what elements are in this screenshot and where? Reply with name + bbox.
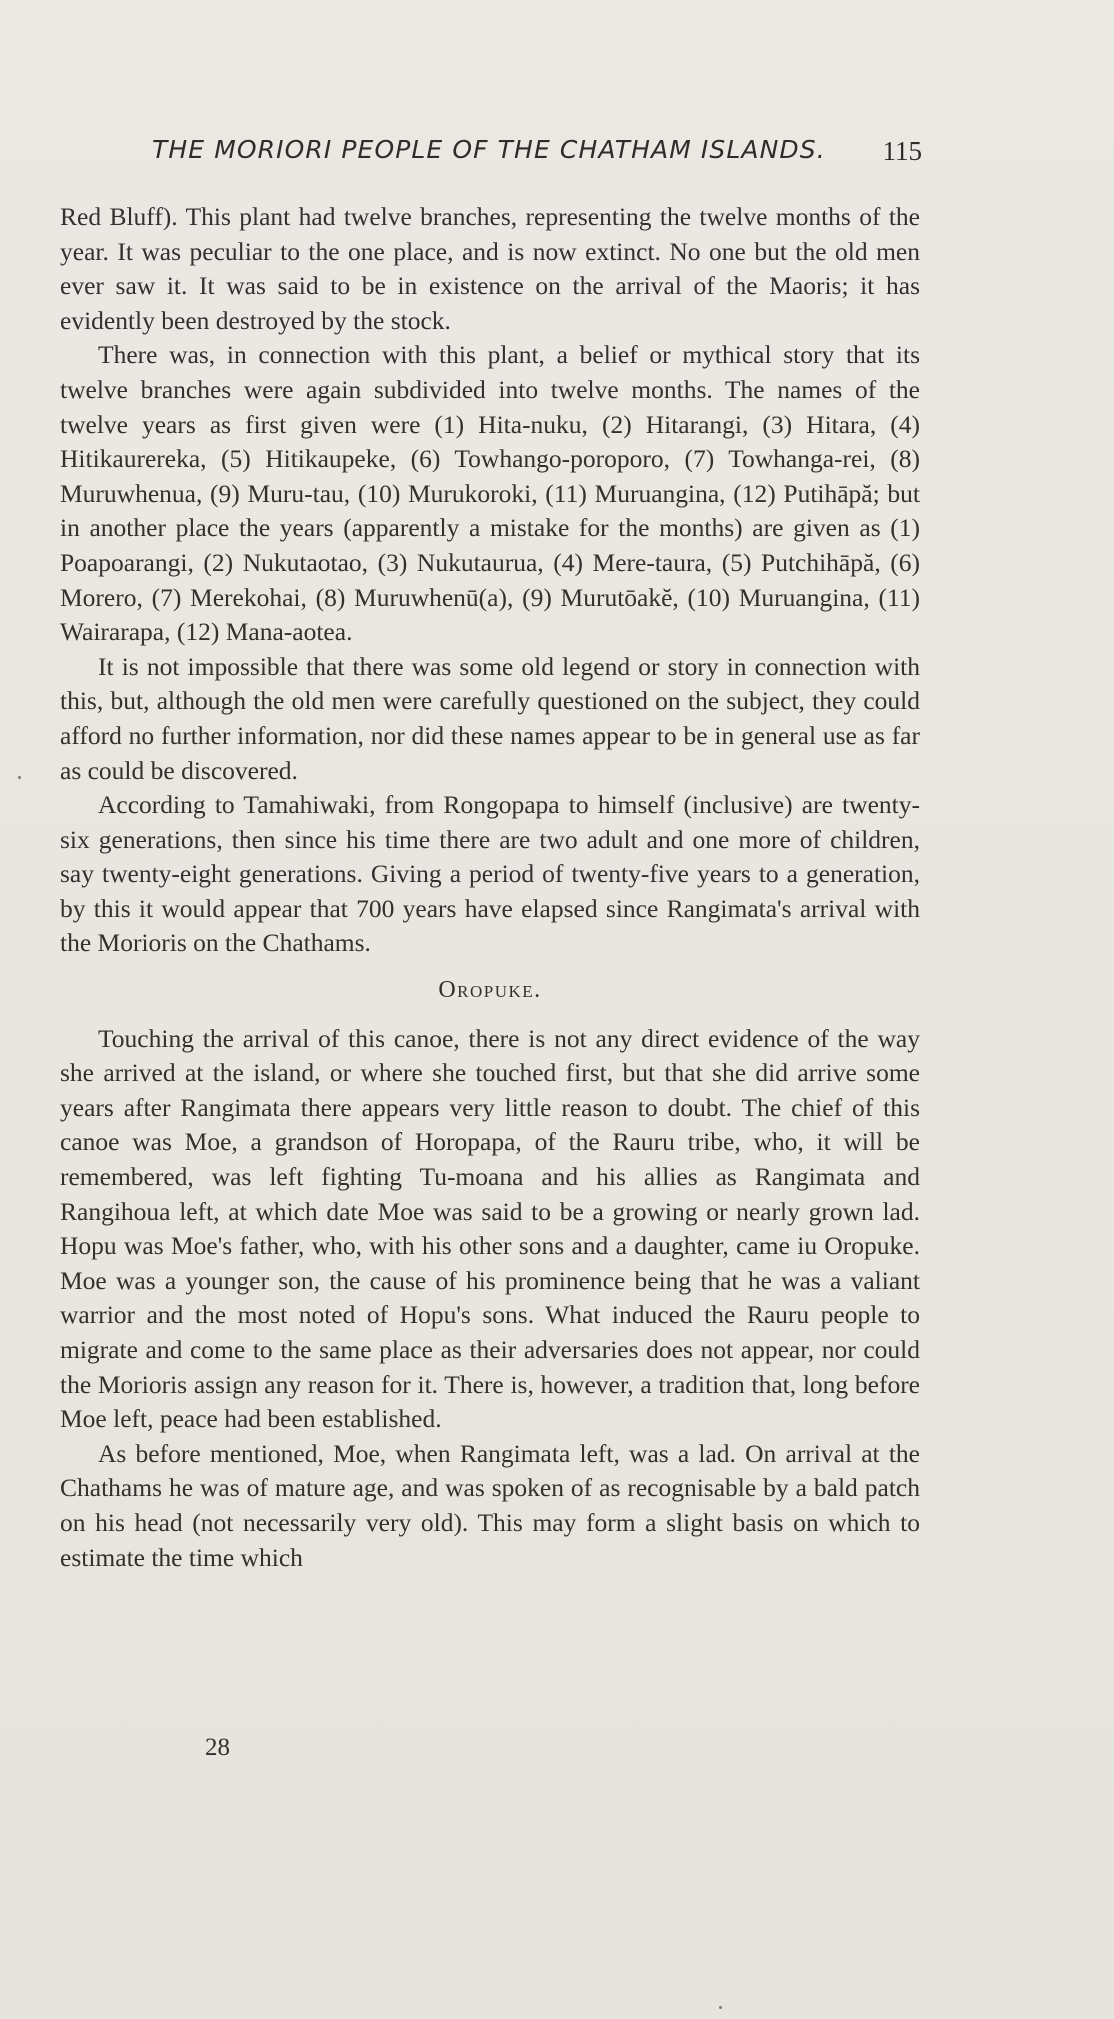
- margin-dot: [18, 776, 21, 779]
- signature-mark: 28: [205, 1734, 230, 1761]
- paragraph: Red Bluff). This plant had twelve branches, representing the twelve months of the year. It was peculiar to the one place, and is now extinct. No one but the old men ever saw it. It was said to be in existence on the arrival of the Maoris; it has evidently been destroyed by the stock.: [60, 202, 920, 335]
- margin-dot: [719, 2006, 722, 2009]
- paragraph: As before mentioned, Moe, when Rangimata left, was a lad. On arrival at the Chathams he was of mature age, and was spoken of as recognisable by a bald patch on his head (not necessarily very old). This may form a slight basis on which to estimate the time which: [60, 1438, 920, 1572]
- paragraph: There was, in connection with this plant, a belief or mythical story that its twelve branches were again subdivided into twelve months. The names of the twelve years as first given were (1) Hita-nuku, (2) Hitarangi, (3) Hitara, (4) Hitikaurereka, (5) Hitikaupeke, (6) Towhango-poroporo, (7) Towhanga-rei, (8) Muruwhenua, (9) Muru-tau, (10) Murukoroki, (11) Muruangina, (12) Putihāpă; but in another place the years (apparently a mistake for the months) are given as (1) Poapoarangi, (2) Nukutaotao, (3) Nukutaurua, (4) Mere-taura, (5) Putchihāpă, (6) Morero, (7) Merekohai, (8) Muruwhenū(a), (9) Murutōakĕ, (10) Muruangina, (11) Wairarapa, (12) Mana-aotea.: [60, 340, 920, 647]
- page-number: 115: [882, 136, 922, 166]
- section-heading: Oropuke.: [438, 977, 542, 1004]
- body-text: [60, 200, 920, 1575]
- paragraph: According to Tamahiwaki, from Rongopapa to himself (inclusive) are twenty-six generations, then since his time there are two adult and one more of children, say twenty-eight generations. Giving a period of twenty-five years to a generation, by this it would appear that 700 years have elapsed since Rangimata's arrival with the Morioris on the Chathams.: [60, 790, 920, 958]
- running-title: THE MORIORI PEOPLE OF THE CHATHAM ISLANDS.: [152, 135, 826, 164]
- paragraph: It is not impossible that there was some old legend or story in connection with this, but, although the old men were carefully questioned on the subject, they could afford no further information, nor did these names appear to be in general use as far as could be discovered.: [60, 651, 920, 785]
- paragraph: Touching the arrival of this canoe, there is not any direct evidence of the way she arrived at the island, or where she touched first, but that she did arrive some years after Rangimata there appears very little reason to doubt. The chief of this canoe was Moe, a grandson of Horopapa, of the Rauru tribe, who, it will be remembered, was left fighting Tu-moana and his allies as Rangimata and Rangihoua left, at which date Moe was said to be a growing or nearly grown lad. Hopu was Moe's father, who, with his other sons and a daughter, came iu Oropuke. Moe was a younger son, the cause of his prominence being that he was a valiant warrior and the most noted of Hopu's sons. What induced the Rauru people to migrate and come to the same place as their adversaries does not appear, nor could the Morioris assign any reason for it. There is, however, a tradition that, long before Moe left, peace had been established.: [60, 1023, 920, 1434]
- page-header: [60, 135, 922, 175]
